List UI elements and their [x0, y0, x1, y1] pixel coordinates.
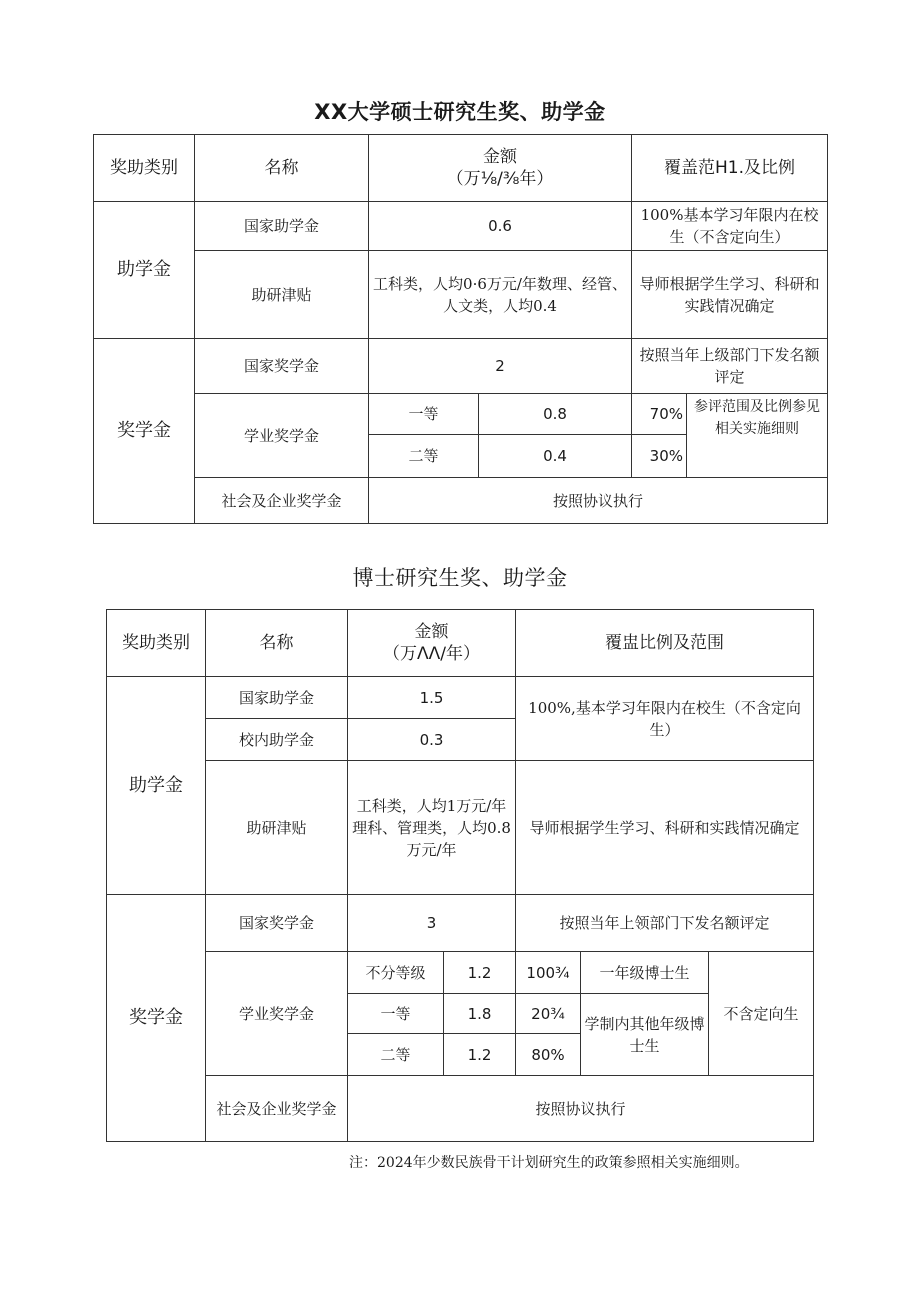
master-header-name: 名称	[195, 135, 369, 202]
doctoral-table-title: 博士研究生奖、助学金	[352, 566, 568, 590]
doctoral-header-amount-line1: 金额	[414, 622, 449, 642]
master-academic-amount: 0.8	[479, 394, 632, 435]
master-header-amount	[369, 135, 632, 202]
master-table	[93, 134, 828, 524]
master-academic-amount: 0.4	[479, 435, 632, 478]
doctoral-header-row	[107, 610, 814, 677]
master-national-scholarship-coverage: 按照当年上级部门下发名额评定	[632, 339, 828, 394]
doctoral-national-grant-amount: 1.5	[348, 677, 516, 719]
master-national-scholarship-name: 国家奖学金	[195, 339, 369, 394]
doctoral-school-grant-amount: 0.3	[348, 719, 516, 761]
doctoral-academic-amount: 1.2	[444, 1034, 516, 1076]
master-academic-ratio: 70%	[632, 394, 687, 435]
doctoral-academic-exclusion: 不含定向生	[709, 952, 814, 1076]
master-academic-note: 参评范围及比例参见相关实施细则	[687, 394, 828, 478]
master-row-assistantship	[94, 251, 828, 339]
footnote: 注：2024年少数民族骨干计划研究生的政策参照相关实施细则。	[349, 1155, 749, 1171]
master-row-academic-first	[94, 394, 828, 435]
doctoral-scholarship-category: 奖学金	[107, 895, 206, 1142]
master-academic-ratio: 30%	[632, 435, 687, 478]
master-header-amount-line2: （万⅛∕⅜年）	[446, 169, 554, 189]
doctoral-row-national-grant	[107, 677, 814, 719]
doctoral-academic-first-year: 一年级博士生	[581, 952, 709, 994]
doctoral-academic-amount: 1.2	[444, 952, 516, 994]
doctoral-national-scholarship-amount: 3	[348, 895, 516, 952]
master-header-row	[94, 135, 828, 202]
doctoral-academic-ratio: 100¾	[516, 952, 581, 994]
master-scholarship-category: 奖学金	[94, 339, 195, 524]
master-academic-scholarship-name: 学业奖学金	[195, 394, 369, 478]
master-social-scholarship-text: 按照协议执行	[369, 478, 828, 524]
doctoral-assistantship-name: 助研津贴	[206, 761, 348, 895]
master-header-category: 奖助类别	[94, 135, 195, 202]
master-row-national-scholarship	[94, 339, 828, 394]
doctoral-academic-amount: 1.8	[444, 994, 516, 1034]
master-academic-level: 二等	[369, 435, 479, 478]
master-assistantship-amount: 工科类，人均0·6万元/年数理、经管、人文类，人均0.4	[369, 251, 632, 339]
doctoral-academic-ratio: 20¾	[516, 994, 581, 1034]
master-row-national-grant	[94, 202, 828, 251]
master-table-title: XX大学硕士研究生奖、助学金	[314, 100, 606, 124]
doctoral-academic-level: 不分等级	[348, 952, 444, 994]
doctoral-row-social	[107, 1076, 814, 1142]
doctoral-header-name: 名称	[206, 610, 348, 677]
doctoral-social-scholarship-name: 社会及企业奖学金	[206, 1076, 348, 1142]
master-national-grant-coverage: 100%基本学习年限内在校生（不含定向生）	[632, 202, 828, 251]
master-academic-level: 一等	[369, 394, 479, 435]
doctoral-grant-category: 助学金	[107, 677, 206, 895]
doctoral-academic-scholarship-name: 学业奖学金	[206, 952, 348, 1076]
doctoral-header-amount-line2: （万ΛΛ∕年）	[383, 644, 480, 664]
master-national-scholarship-amount: 2	[369, 339, 632, 394]
doctoral-academic-ratio: 80%	[516, 1034, 581, 1076]
master-row-social	[94, 478, 828, 524]
doctoral-school-grant-name: 校内助学金	[206, 719, 348, 761]
doctoral-row-national-scholarship	[107, 895, 814, 952]
doctoral-social-scholarship-text: 按照协议执行	[348, 1076, 814, 1142]
master-national-grant-name: 国家助学金	[195, 202, 369, 251]
doctoral-header-category: 奖助类别	[107, 610, 206, 677]
doctoral-academic-level: 二等	[348, 1034, 444, 1076]
doctoral-table	[106, 609, 814, 1142]
master-assistantship-name: 助研津贴	[195, 251, 369, 339]
doctoral-header-coverage: 覆盅比例及范围	[516, 610, 814, 677]
doctoral-national-scholarship-coverage: 按照当年上领部门下发名额评定	[516, 895, 814, 952]
doctoral-grant-coverage: 100%,基本学习年限内在校生（不含定向生）	[516, 677, 814, 761]
doctoral-row-assistantship	[107, 761, 814, 895]
doctoral-national-grant-name: 国家助学金	[206, 677, 348, 719]
doctoral-row-academic-none	[107, 952, 814, 994]
doctoral-header-amount	[348, 610, 516, 677]
master-header-amount-line1: 金额	[483, 147, 517, 167]
master-assistantship-coverage: 导师根据学生学习、科研和实践情况确定	[632, 251, 828, 339]
doctoral-assistantship-coverage: 导师根据学生学习、科研和实践情况确定	[516, 761, 814, 895]
doctoral-assistantship-amount: 工科类，人均1万元/年理科、管理类，人均0.8万元/年	[348, 761, 516, 895]
master-grant-category: 助学金	[94, 202, 195, 339]
master-national-grant-amount: 0.6	[369, 202, 632, 251]
master-header-coverage: 覆盖范H1.及比例	[632, 135, 828, 202]
master-social-scholarship-name: 社会及企业奖学金	[195, 478, 369, 524]
doctoral-academic-other-years: 学制内其他年级博士生	[581, 994, 709, 1076]
doctoral-academic-level: 一等	[348, 994, 444, 1034]
doctoral-national-scholarship-name: 国家奖学金	[206, 895, 348, 952]
